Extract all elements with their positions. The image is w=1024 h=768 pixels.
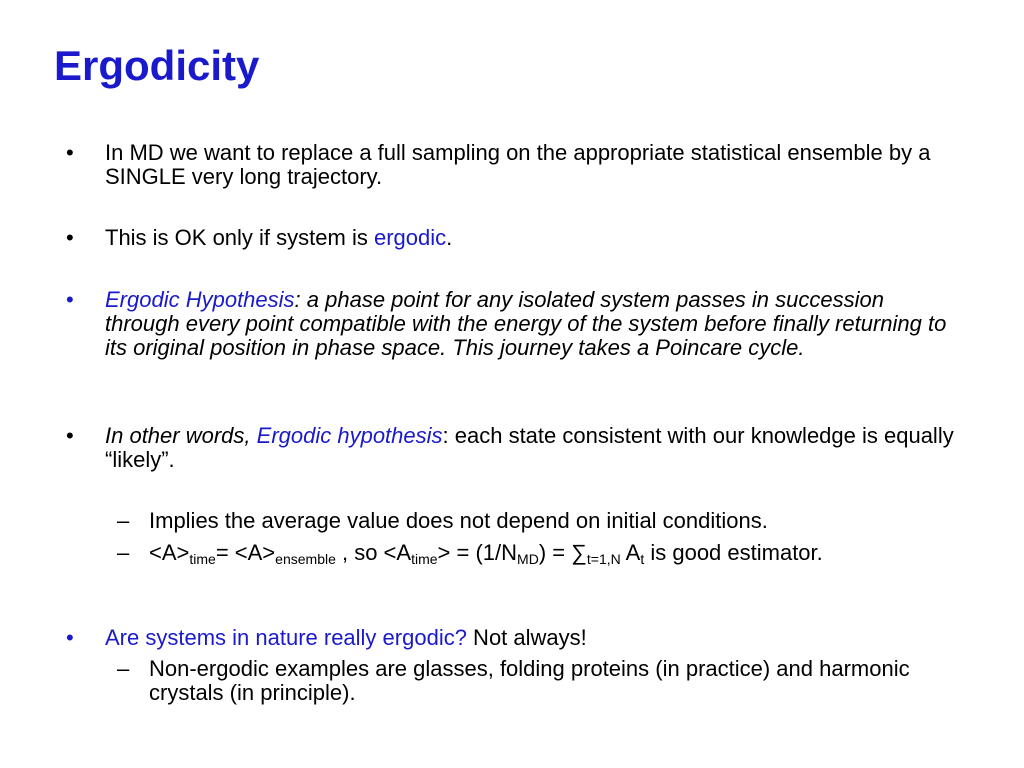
text-segment: . [446,225,453,250]
formula-subscript: time [411,551,438,567]
sigma-symbol: ∑ [571,540,587,565]
bullet-mark: • [66,423,74,448]
bullet-text: In MD we want to replace a full sampling on the appropriate statistical ensemble by a SINGLE very long trajectory. [105,140,931,189]
hypothesis-term: Ergodic Hypothesis [105,287,295,312]
formula-part: is good estimator. [644,540,823,565]
ergodic-term: ergodic [373,225,447,250]
bullet-text [105,424,955,472]
slide-title: Ergodicity [54,42,260,89]
bullet-text [105,288,955,360]
dash-mark: – [117,508,130,533]
answer-text: Not always! [466,625,587,650]
bullet-mark: • [66,287,74,312]
formula-part: > = (1/N [437,540,518,565]
formula-part: <A> [149,540,190,565]
question-text: Are systems in nature really ergodic? [105,625,467,650]
formula-part: , so <A [335,540,412,565]
formula-part: = <A> [215,540,276,565]
dash-mark: – [117,656,130,681]
text-segment: This is OK only if system is [105,225,374,250]
subbullet-text: Non-ergodic examples are glasses, folding proteins (in practice) and harmonic crystals (in principle). [149,656,910,705]
hypothesis-term: Ergodic hypothesis [256,423,443,448]
text-segment: : each state consistent with our knowledge is equally “likely”. [105,423,954,472]
formula-subscript: time [189,551,216,567]
formula-part: A [620,540,641,565]
formula-subscript: t=1,N [586,551,621,567]
bullet-mark: • [66,625,74,650]
bullet-mark: • [66,140,74,165]
subbullet-text [149,541,939,565]
formula-subscript: MD [517,551,539,567]
subbullet-text: Implies the average value does not depend on initial conditions. [149,508,768,533]
hypothesis-definition: : a phase point for any isolated system passes in succession through every point compatible with the energy of the system before finally returning to its original position in phase space. This journey takes a Poincare cycle. [105,287,947,360]
formula-subscript: t [640,551,645,567]
formula-subscript: ensemble [275,551,336,567]
formula-part: ) = [538,540,572,565]
bullet-text [105,626,955,650]
dash-mark: – [117,540,130,565]
bullet-mark: • [66,225,74,250]
bullet-text [105,226,955,250]
text-segment: In other words, [105,423,257,448]
